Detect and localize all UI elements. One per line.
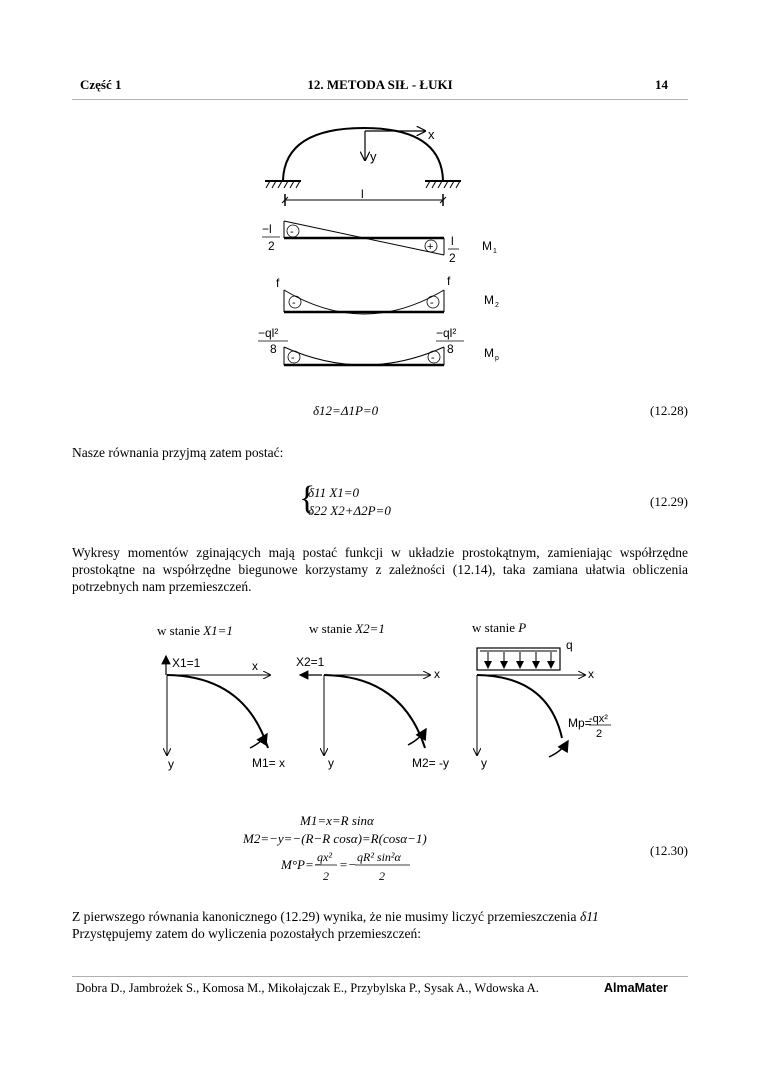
equation-12-30-frac1-den: 2 [323, 869, 329, 883]
equation-12-28: δ12=Δ1P=0 [313, 403, 379, 418]
equation-12-30-line2: M2=−y=−(R−R cosα)=R(cosα−1) [243, 831, 427, 846]
m2-label: M [484, 293, 494, 307]
delta11-symbol: δ11 [579, 909, 599, 924]
state3-y-label: y [481, 756, 487, 770]
equation-12-29-line2: δ22 X2+Δ2P=0 [308, 503, 391, 518]
m1-label: M [482, 239, 492, 253]
mp-left-den: 8 [270, 342, 277, 356]
m2-right-label: f [447, 274, 451, 288]
state3-moment-num: -qx² [589, 713, 608, 725]
m1-right-den: 2 [449, 251, 456, 265]
equation-12-30-frac2-num: qR² sin²α [357, 850, 401, 864]
equation-12-30-line1: M1=x=R sinα [300, 813, 374, 828]
equation-12-30 [242, 813, 427, 883]
equation-number-12-28: (12.28) [650, 403, 688, 418]
state2-y-label: y [328, 756, 334, 770]
state3-moment-label: Mp= [568, 716, 592, 730]
y-axis-label: y [370, 149, 377, 164]
m1-sign-left: - [290, 226, 294, 238]
mp-left-num: −ql² [258, 326, 279, 340]
x-axis-label: x [428, 127, 435, 142]
state1-title: w stanie X1=1 [157, 623, 233, 638]
equation-number-12-29: (12.29) [650, 494, 688, 509]
header-page-number: 14 [655, 77, 668, 92]
state2-force-label: X2=1 [296, 655, 325, 669]
state1-y-label: y [168, 757, 174, 771]
state2-moment-label: M2= -y [412, 756, 450, 770]
equation-12-29-line1: δ11 X1=0 [308, 485, 360, 500]
state1-x-label: x [252, 659, 258, 673]
state3-x-label: x [588, 667, 594, 681]
state2-diagram [296, 655, 449, 770]
equation-12-30-frac1-num: qx² [317, 850, 332, 864]
state1-diagram [166, 656, 285, 771]
footer-brand: AlmaMater [604, 981, 668, 995]
equation-12-30-frac2-den: 2 [379, 869, 385, 883]
state1-moment-label: M1= x [252, 756, 286, 770]
footer-authors: Dobra D., Jambrożek S., Komosa M., Mikołajczak E., Przybylska P., Sysak A., Wdowska A. [76, 981, 539, 995]
header-part: Część 1 [80, 77, 122, 92]
m1-label-sub: 1 [493, 248, 497, 255]
paragraph-equations-intro: Nasze równania przyjmą zatem postać: [72, 445, 284, 460]
header-chapter-title: 12. METODA SIŁ - ŁUKI [307, 77, 453, 92]
state3-load-label: q [566, 638, 573, 652]
m1-left-num: −l [262, 222, 272, 236]
paragraph-remaining-displacements: Z pierwszego równania kanonicznego (12.29) wynika, że nie musimy liczyć przemieszczenia δ11 Przystępujemy zatem do wyliczenia pozostałych przemieszczeń: [72, 909, 599, 941]
m1-left-den: 2 [268, 239, 275, 253]
state2-title: w stanie X2=1 [309, 621, 385, 636]
footer-rule [72, 976, 688, 977]
state3-title: w stanie P [472, 620, 527, 635]
m2-left-label: f [276, 276, 280, 290]
equation-12-30-mid: =− [339, 857, 357, 872]
span-label: l [361, 187, 364, 201]
equation-12-30-line3-left: M°P=− [281, 857, 323, 872]
mp-label: M [484, 346, 494, 360]
equation-brace: { [299, 480, 316, 517]
mp-label-sub: p [495, 355, 499, 362]
m1-right-num: l [451, 234, 454, 248]
equation-number-12-30: (12.30) [650, 843, 688, 858]
mp-right-num: −ql² [436, 326, 457, 340]
m2-sign-right: - [430, 297, 434, 309]
paragraph-polar-coordinates: Wykresy momentów zginających mają postać funkcji w układzie prostokątnym, zamieniając współrzędne prostokątne na współrzędne biegunowe korzystamy z zależności (12.14), taka zamiana ułatwia obliczenia potrzebnych nam przemieszczeń. [72, 545, 688, 594]
state3-diagram [477, 638, 611, 770]
m2-sign-left: - [292, 297, 296, 309]
mp-sign-right: - [431, 352, 435, 364]
state1-force-label: X1=1 [172, 656, 201, 670]
state3-moment-den: 2 [596, 728, 603, 740]
m2-label-sub: 2 [495, 302, 499, 309]
mp-sign-left: - [291, 352, 295, 364]
mp-right-den: 8 [447, 342, 454, 356]
m1-sign-right: + [427, 241, 434, 253]
state2-x-label: x [434, 667, 440, 681]
